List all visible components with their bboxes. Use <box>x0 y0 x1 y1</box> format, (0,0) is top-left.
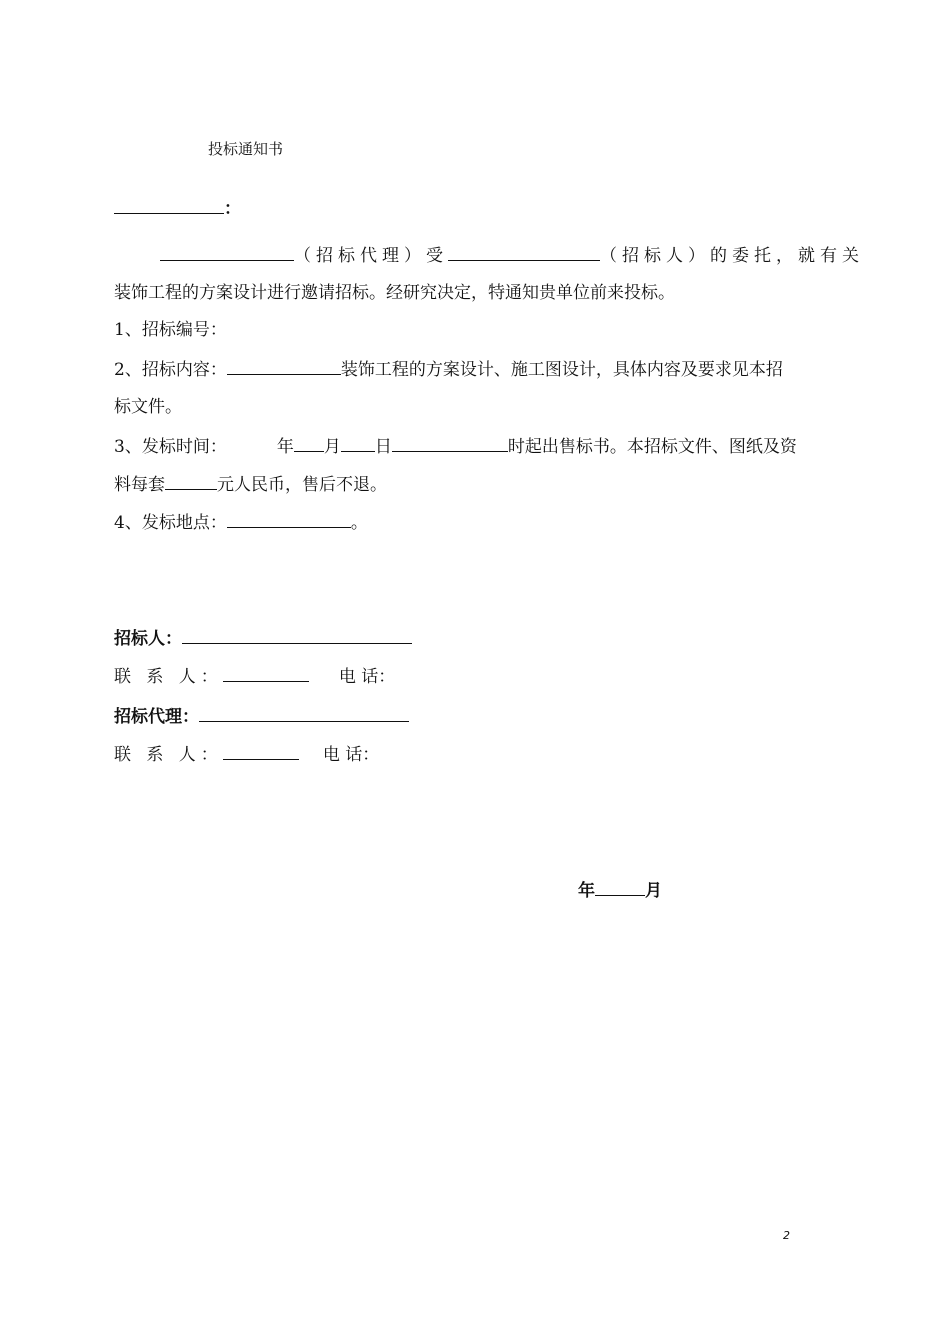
agent-contact-line <box>114 743 379 765</box>
agent-blank <box>160 244 294 261</box>
date-month-label: 月 <box>645 881 662 901</box>
contact-blank-1 <box>223 665 309 682</box>
agent-signature-line <box>114 705 409 727</box>
tenderer-contact-line <box>114 665 395 687</box>
item-issue-location <box>114 511 368 533</box>
date-month-blank <box>595 879 645 896</box>
contact-label-2: 联 系 人： <box>114 745 223 765</box>
item3-line2 <box>114 473 387 495</box>
contact-label-1: 联 系 人： <box>114 667 223 687</box>
date-year-label: 年 <box>578 881 595 901</box>
day-blank <box>341 435 375 452</box>
issue-year-label: 年 <box>276 437 294 457</box>
item2-label: 2、招标内容： <box>114 360 227 380</box>
tenderer-label: 招标人： <box>114 629 182 649</box>
tenderer-signature-line <box>114 627 412 649</box>
phone-label-2: 电 话： <box>322 745 380 765</box>
addressee-blank <box>114 197 224 214</box>
agent-label: 招标代理： <box>114 707 199 727</box>
addressee-colon: ： <box>224 199 241 219</box>
hour-blank <box>392 435 508 452</box>
tenderer-blank <box>448 244 600 261</box>
item2-text: 装饰工程的方案设计、施工图设计，具体内容及要求见本招 <box>340 360 783 380</box>
item-tender-content <box>114 358 783 380</box>
item-issue-time <box>114 435 797 457</box>
item4-end: 。 <box>350 513 368 533</box>
page-number: 2 <box>783 1229 790 1242</box>
phone-label-1: 电 话： <box>338 667 396 687</box>
document-title: 投标通知书 <box>208 140 284 158</box>
month-blank <box>294 435 324 452</box>
para1-line1 <box>160 244 864 266</box>
para1-line2: 装饰工程的方案设计进行邀请招标。经研究决定，特通知贵单位前来投标。 <box>114 283 675 303</box>
item2-line2: 标文件。 <box>114 397 182 417</box>
signature-date-line <box>578 879 662 901</box>
item-tender-number: 1、招标编号： <box>114 320 227 340</box>
item3-text: 时起出售标书。本招标文件、图纸及资 <box>507 437 797 457</box>
para1-text-a: （招标代理）受 <box>294 246 448 266</box>
content-blank <box>227 358 341 375</box>
location-blank <box>227 511 351 528</box>
item3-price-label: 料每套 <box>114 475 165 495</box>
issue-day-label: 日 <box>374 437 392 457</box>
agent-sign-blank <box>199 705 409 722</box>
issue-month-label: 月 <box>323 437 341 457</box>
item3-label: 3、发标时间： <box>114 437 227 457</box>
addressee-line <box>114 197 241 219</box>
contact-blank-2 <box>223 743 299 760</box>
tenderer-sign-blank <box>182 627 412 644</box>
price-blank <box>165 473 217 490</box>
item4-label: 4、发标地点： <box>114 513 227 533</box>
item3-price-text: 元人民币，售后不退。 <box>217 475 387 495</box>
para1-text-b: （招标人）的委托，就有关 <box>600 246 864 266</box>
